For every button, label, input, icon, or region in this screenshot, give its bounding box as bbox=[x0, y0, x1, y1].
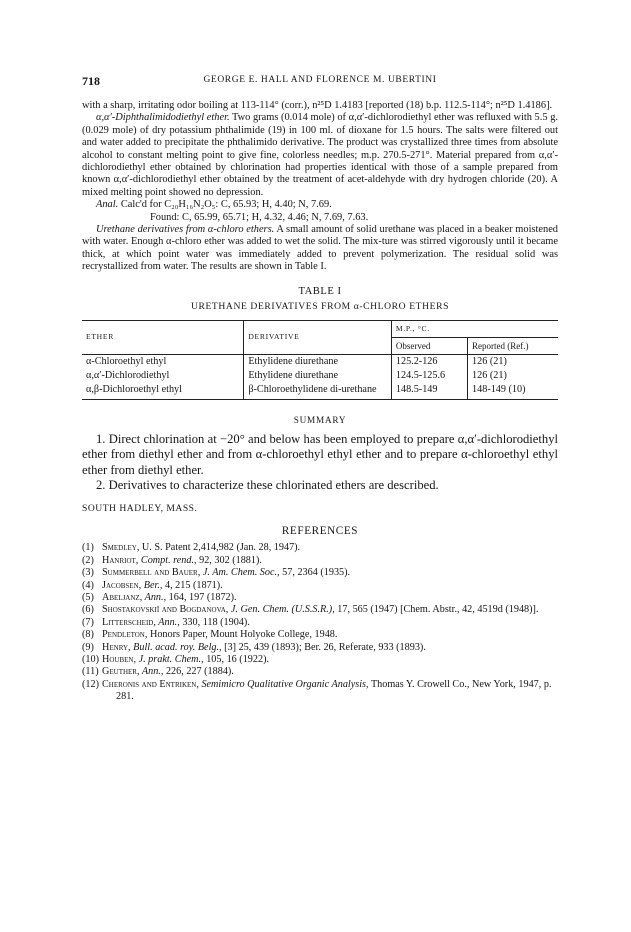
reference-number: (7) bbox=[82, 616, 94, 628]
cell-observed: 125.2-126 bbox=[391, 354, 467, 369]
reference-text bbox=[102, 642, 558, 654]
paragraph-diphthalimido-text: Two grams (0.014 mole) of α,α′-dichlorodiethyl ether was refluxed with 5.5 g. (0.029 mole) of dry potassium phthalimide (19) in 100 ml. of dioxane for 1.5 hours. The salts were filtered out and water added to precipitate the phthalimido derivative. The product was crystallized three times from absolute alcohol to constant melting point to give fine, colorless needles; m.p. 270.5-271°. Material prepared from α,α′-dichlorodiethyl ether obtained by chlorination had properties identical with those of a sample prepared from known α,α′-dichlorodiethyl ether obtained by the treatment of acet-aldehyde with dry hydrogen chloride (20). A mixed melting point showed no depression. bbox=[82, 112, 558, 198]
section-title-urethane: Urethane derivatives from α-chloro ethers. bbox=[96, 224, 275, 236]
reference-item bbox=[82, 666, 558, 678]
reference-journal: J. prakt. Chem., bbox=[136, 654, 204, 665]
cell-ether: α-Chloroethyl ethyl bbox=[86, 355, 167, 367]
reference-author: Summerbell and Bauer, bbox=[102, 567, 201, 579]
reference-item bbox=[82, 542, 558, 554]
urethane-derivatives-table bbox=[82, 320, 558, 400]
reference-item bbox=[82, 580, 558, 592]
reference-number: (9) bbox=[82, 641, 94, 653]
reference-author: Houben, bbox=[102, 654, 137, 665]
cell-ether: α,α′-Dichlorodiethyl bbox=[86, 369, 170, 381]
cell-ether: α,β-Dichloroethyl ethyl bbox=[86, 383, 182, 395]
reference-author: Pendleton, bbox=[102, 629, 148, 641]
cell-observed: 148.5-149 bbox=[391, 383, 467, 400]
summary-heading: SUMMARY bbox=[293, 414, 347, 425]
reference-number: (5) bbox=[82, 591, 94, 603]
reference-author: Smedley, bbox=[102, 542, 140, 554]
cell-reported: 148-149 (10) bbox=[468, 383, 558, 400]
analysis-found: Found: C, 65.99, 65.71; H, 4.32, 4.46; N, 7.69, 7.63. bbox=[150, 211, 369, 223]
cell-reported: 126 (21) bbox=[468, 354, 558, 369]
reference-author: Hanriot, bbox=[102, 554, 139, 566]
column-header-mp: M.P., °C. bbox=[391, 320, 558, 337]
reference-author: Henry, bbox=[102, 641, 131, 653]
reference-details: Honors Paper, Mount Holyoke College, 1948. bbox=[147, 629, 338, 641]
column-header-derivative: DERIVATIVE bbox=[244, 320, 392, 354]
references-heading: REFERENCES bbox=[281, 524, 359, 537]
paragraph-diphthalimido bbox=[82, 112, 558, 199]
reference-journal: Semimicro Qualitative Organic Analysis, bbox=[198, 678, 369, 690]
summary-item: 1. Direct chlorination at −20° and below has been employed to prepare α,α′-dichlorodiethyl ether from diethyl ether and from α-chloroethyl ethyl ether and to prepare α-chloroethyl ethyl ether from diethyl ether. bbox=[82, 431, 558, 477]
reference-details: Thomas Y. Crowell Co., New York, 1947, p. 281. bbox=[116, 678, 552, 703]
reference-item bbox=[82, 592, 558, 604]
reference-text bbox=[102, 592, 558, 604]
reference-item bbox=[82, 555, 558, 567]
reference-text bbox=[102, 654, 558, 666]
reference-details: U. S. Patent 2,414,982 (Jan. 28, 1947). bbox=[139, 542, 301, 554]
reference-journal: Compt. rend., bbox=[138, 554, 197, 566]
reference-author: Litterscheid, bbox=[102, 616, 156, 628]
reference-number: (6) bbox=[82, 604, 94, 616]
paragraph-urethane bbox=[82, 224, 558, 274]
running-head: GEORGE E. HALL AND FLORENCE M. UBERTINI bbox=[203, 75, 437, 85]
reference-details: 330, 118 (1904). bbox=[179, 616, 250, 628]
summary-section bbox=[82, 432, 558, 494]
cell-derivative: β-Chloroethylidene di-urethane bbox=[244, 383, 392, 400]
reference-journal: Bull. acad. roy. Belg., bbox=[130, 641, 222, 653]
reference-text bbox=[102, 542, 558, 554]
reference-author: Jacobsen, bbox=[102, 579, 142, 591]
reference-journal: Ann., bbox=[155, 616, 180, 628]
reference-details: 164, 197 (1872). bbox=[166, 591, 237, 603]
reference-details: 226, 227 (1884). bbox=[163, 666, 234, 678]
reference-author: Shostakovskiĭ and Bogdanova, bbox=[102, 604, 229, 616]
reference-item bbox=[82, 654, 558, 666]
references-list bbox=[82, 542, 558, 703]
table-row bbox=[82, 383, 558, 400]
cell-reported: 126 (21) bbox=[468, 369, 558, 383]
reference-journal: J. Gen. Chem. (U.S.S.R.), bbox=[228, 604, 335, 616]
reference-journal: Ann., bbox=[142, 591, 167, 603]
reference-text bbox=[102, 679, 558, 704]
table-row bbox=[82, 369, 558, 383]
reference-text bbox=[102, 629, 558, 641]
reference-journal: J. Am. Chem. Soc., bbox=[200, 567, 280, 579]
reference-journal: Ann., bbox=[139, 666, 164, 678]
column-header-observed: Observed bbox=[391, 337, 467, 354]
reference-details: 17, 565 (1947) [Chem. Abstr., 42, 4519d (1948)]. bbox=[334, 604, 539, 616]
reference-details: 57, 2364 (1935). bbox=[279, 567, 351, 579]
table-title: TABLE I bbox=[298, 285, 342, 297]
analysis-label: Anal. bbox=[96, 199, 119, 211]
reference-number: (10) bbox=[82, 654, 99, 665]
reference-details: 92, 302 (1881). bbox=[196, 554, 262, 566]
analysis-calculated bbox=[82, 199, 558, 211]
table-row bbox=[82, 354, 558, 369]
paragraph-urethane-text: A small amount of solid urethane was placed in a beaker moistened with water. Enough α-chloro ether was added to wet the solid. The mix-ture was stirred vigorously until it became thick, at which point water was immediately added to prevent polymerization. The residual solid was recrystallized from water. The results are shown in Table I. bbox=[82, 224, 558, 273]
reference-journal: Ber., bbox=[141, 579, 163, 591]
page-number: 718 bbox=[82, 74, 100, 88]
reference-author: Geuther, bbox=[102, 666, 140, 678]
author-location: SOUTH HADLEY, MASS. bbox=[82, 502, 198, 514]
page-header bbox=[82, 74, 558, 88]
reference-text bbox=[102, 666, 558, 678]
reference-item bbox=[82, 642, 558, 654]
cell-observed: 124.5-125.6 bbox=[391, 369, 467, 383]
reference-text bbox=[102, 617, 558, 629]
reference-details: 4, 215 (1871). bbox=[162, 579, 223, 591]
reference-text bbox=[102, 555, 558, 567]
reference-number: (2) bbox=[82, 554, 94, 566]
reference-number: (1) bbox=[82, 542, 94, 554]
cell-derivative: Ethylidene diurethane bbox=[244, 354, 392, 369]
cell-derivative: Ethylidene diurethane bbox=[244, 369, 392, 383]
reference-text bbox=[102, 567, 558, 579]
reference-item bbox=[82, 604, 558, 616]
article-body bbox=[82, 100, 558, 704]
paragraph-boiling-point: with a sharp, irritating odor boiling at 113-114° (corr.), n²⁵D 1.4183 [reported (18) b.p. 112.5-114°; n²⁵D 1.4186]. bbox=[82, 100, 553, 111]
reference-details: 105, 16 (1922). bbox=[203, 654, 270, 665]
reference-item bbox=[82, 629, 558, 641]
reference-item bbox=[82, 567, 558, 579]
reference-text bbox=[102, 604, 558, 616]
reference-number: (4) bbox=[82, 579, 94, 591]
reference-text bbox=[102, 580, 558, 592]
analysis-calculated-text: Calc'd for C₂₀H₁₆N₂O₅: C, 65.93; H, 4.40; N, 7.69. bbox=[118, 199, 332, 211]
reference-item bbox=[82, 679, 558, 704]
table-caption: URETHANE DERIVATIVES FROM α-CHLORO ETHERS bbox=[190, 301, 450, 313]
reference-number: (12) bbox=[82, 678, 99, 690]
column-header-ether: ETHER bbox=[82, 320, 244, 354]
reference-author: Abeljanz, bbox=[102, 591, 143, 603]
summary-item: 2. Derivatives to characterize these chlorinated ethers are described. bbox=[96, 478, 439, 493]
column-header-reported: Reported (Ref.) bbox=[468, 337, 558, 354]
reference-item bbox=[82, 617, 558, 629]
reference-number: (8) bbox=[82, 629, 94, 641]
reference-author: Cheronis and Entriken, bbox=[102, 678, 199, 690]
reference-number: (11) bbox=[82, 666, 99, 678]
reference-details: [3] 25, 439 (1893); Ber. 26, Referate, 933 (1893). bbox=[221, 641, 426, 653]
reference-number: (3) bbox=[82, 567, 94, 579]
section-title-diphthalimido: α,α′-Diphthalimidodiethyl ether. bbox=[96, 112, 230, 124]
